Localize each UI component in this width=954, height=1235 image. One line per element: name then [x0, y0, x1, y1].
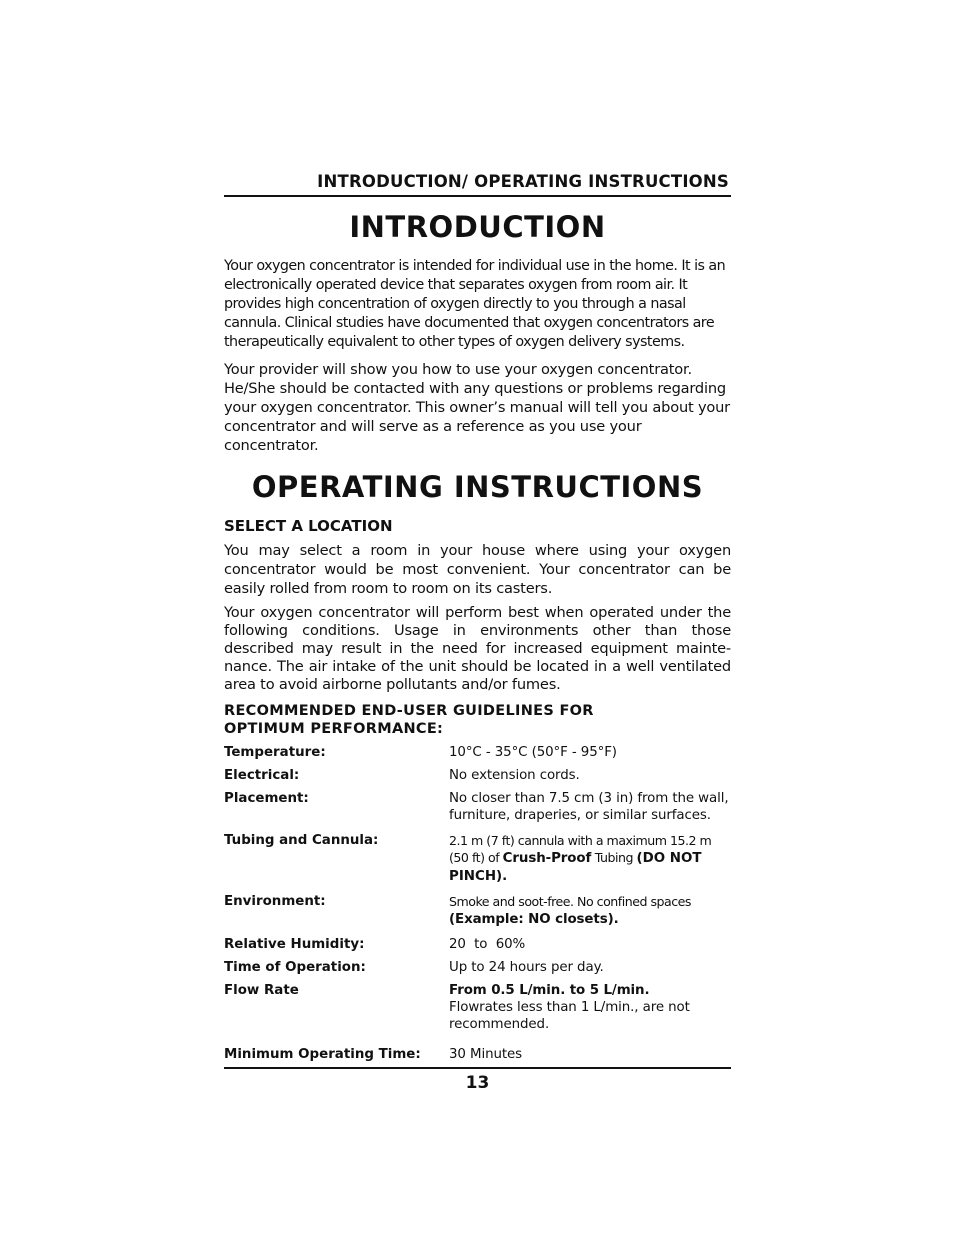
select-location-paragraph-2: Your oxygen concentrator will perform best when operated under the following conditions. Usage in environments other than those described may result in the need for increased equipment mainte- nance. The air intake of the unit should be located in a well ventilated area to avoid airborne pollutants and/or fumes.	[224, 604, 731, 693]
running-head: INTRODUCTION/ OPERATING INSTRUCTIONS	[224, 172, 731, 197]
tubing-warning: (DO NOT PINCH).	[449, 851, 702, 884]
time-of-operation-label: Time of Operation:	[224, 960, 366, 975]
introduction-paragraph-1: Your oxygen concentrator is intended for individual use in the home. It is an electronically operated device that separates oxygen from room air. It provides high concentration of oxygen directly to you through a nasal cannula. Clinical studies have documented that oxygen concentrators are therapeutically equivalent to other types of oxygen delivery systems.	[224, 258, 726, 350]
manual-page	[224, 172, 731, 1093]
tubing-crush-proof: Crush-Proof	[502, 851, 592, 866]
introduction-paragraph-2: Your provider will show you how to use your oxygen concentrator. He/She should be contacted with any questions or problems regarding your oxygen concentrator. This owner’s manual will tell you about your concentrator and will serve as a reference as you use your concentrator.	[224, 361, 730, 454]
electrical-label: Electrical:	[224, 768, 300, 783]
placement-label: Placement:	[224, 791, 309, 806]
operating-instructions-title: OPERATING INSTRUCTIONS	[251, 470, 704, 504]
tubing-value-text: 2.1 m (7 ft) cannula with a maximum 15.2 m (50 ft) of	[449, 833, 712, 865]
time-of-operation-value: Up to 24 hours per day.	[449, 960, 604, 975]
footer-rule	[224, 1067, 731, 1069]
environment-example: (Example: NO closets).	[449, 912, 619, 927]
humidity-label: Relative Humidity:	[224, 937, 365, 952]
page-number: 13	[465, 1073, 490, 1093]
temperature-value: 10°C - 35°C (50°F - 95°F)	[449, 745, 617, 760]
environment-label: Environment:	[224, 894, 326, 909]
flow-rate-value	[449, 982, 731, 1046]
guidelines-heading-line-1: RECOMMENDED END-USER GUIDELINES FOR	[224, 703, 594, 719]
minimum-operating-time-value: 30 Minutes	[449, 1047, 523, 1062]
flow-rate-note: Flowrates less than 1 L/min., are not recommended.	[449, 1000, 690, 1032]
flow-rate-range: From 0.5 L/min. to 5 L/min.	[449, 983, 650, 998]
temperature-label: Temperature:	[224, 745, 326, 760]
minimum-operating-time-label: Minimum Operating Time:	[224, 1047, 421, 1062]
environment-value	[449, 893, 731, 936]
tubing-label: Tubing and Cannula:	[224, 833, 379, 848]
introduction-title: INTRODUCTION	[349, 210, 606, 244]
select-location-heading: SELECT A LOCATION	[224, 517, 393, 535]
tubing-value-tubing: Tubing	[591, 850, 637, 865]
placement-value: No closer than 7.5 cm (3 in) from the wall, furniture, draperies, or similar surfaces.	[449, 791, 729, 823]
select-location-paragraph-1: You may select a room in your house where using your oxygen concentrator would be most convenient. Your concentrator can be easily rolled from room to room on its casters.	[224, 542, 731, 597]
guidelines-heading-line-2: OPTIMUM PERFORMANCE:	[224, 721, 444, 737]
electrical-value: No extension cords.	[449, 768, 580, 783]
flow-rate-label: Flow Rate	[224, 983, 299, 998]
guidelines-heading	[224, 702, 731, 738]
environment-value-text: Smoke and soot-free. No confined spaces	[449, 894, 691, 909]
tubing-value	[449, 832, 731, 893]
humidity-value: 20 to 60%	[449, 937, 526, 952]
guidelines-table	[224, 744, 731, 1067]
